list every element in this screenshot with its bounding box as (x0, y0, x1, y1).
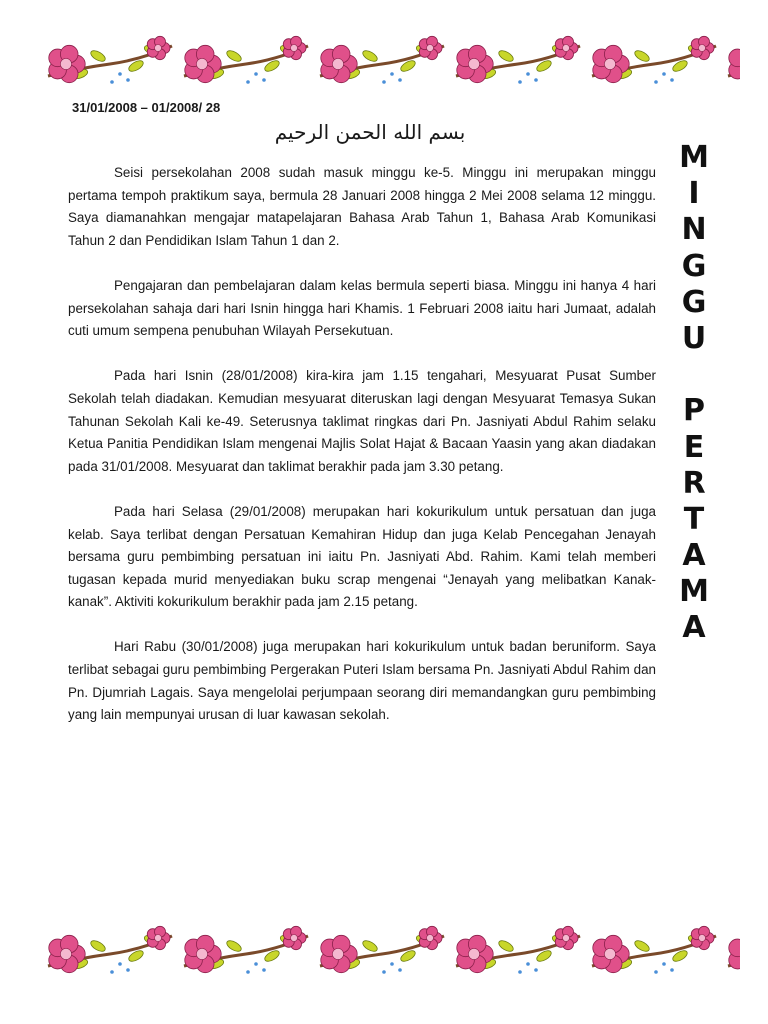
side-title-letter: R (682, 465, 706, 501)
side-title-letter: E (683, 429, 705, 465)
flower-branch-icon (592, 36, 716, 83)
side-title-letter: M (679, 140, 709, 175)
paragraph: Pada hari Isnin (28/01/2008) kira-kira jam 1.15 tengahari, Mesyuarat Pusat Sumber Sekolah telah diadakan. Kemudian mesyuarat diteruskan lagi dengan Mesyuarat Temasya Sukan Tahunan Sekolah Kali ke-49. Seterusnya taklimat ringkas dari Pn. Jasniyati Abdul Rahim selaku Ketua Panitia Pendidikan Islam mengenai Majlis Solat Hajat & Bacaan Yaasin yang akan diadakan pada 31/01/2008. Mesyuarat dan taklimat berakhir pada jam 3.30 petang. (68, 368, 656, 474)
flower-branch-icon (320, 36, 444, 83)
paragraph: Seisi persekolahan 2008 sudah masuk minggu ke-5. Minggu ini merupakan minggu pertama tempoh praktikum saya, bermula 28 Januari 2008 hingga 2 Mei 2008 selama 12 minggu. Saya diamanahkan mengajar matapelajaran Bahasa Arab Tahun 1, Bahasa Arab Komunikasi Tahun 2 dan Pendidikan Islam Tahun 1 dan 2. (68, 165, 656, 248)
bottom-flower-border (40, 924, 740, 980)
flower-branch-icon (728, 926, 740, 973)
side-title-letter: M (679, 574, 709, 610)
flower-branch-icon (320, 926, 444, 973)
paragraph: Pada hari Selasa (29/01/2008) merupakan hari kokurikulum untuk persatuan dan juga kelab. Saya terlibat dengan Persatuan Kemahiran Hidup dan juga Kelab Pencegahan Jenayah bersama guru pembimbing persatuan ini iaitu Pn. Jasniyati Abd. Rahim. Kami telah memberi tugasan kepada murid menyediakan buku scrap mengenai “Jenayah yang melibatkan Kanak-kanak”. Aktiviti kokurikulum berakhir pada jam 2.15 petang. (68, 503, 656, 610)
side-title-minggu-pertama (676, 140, 712, 647)
flower-branch-icon (592, 926, 716, 973)
flower-branch-icon (184, 926, 308, 973)
side-title-gap (676, 357, 712, 393)
paragraph: Hari Rabu (30/01/2008) juga merupakan hari kokurikulum untuk badan beruniform. Saya terlibat sebagai guru pembimbing Pergerakan Puteri Islam bersama Pn. Jasniyati Abdul Rahim dan Pn. Djumriah Lagais. Saya mengelolai perjumpaan seorang diri memandangkan guru pembimbing yang lain mempunyai urusan di luar kawasan sekolah. (68, 639, 656, 723)
top-flower-border (40, 34, 740, 90)
side-title-letter: A (682, 610, 706, 646)
side-title-letter: I (688, 176, 700, 212)
side-title-letter: T (683, 501, 705, 537)
side-title-letter: G (681, 248, 707, 284)
side-title-letter: G (681, 284, 707, 320)
side-title-letter: N (681, 212, 707, 248)
flower-branch-icon (184, 36, 308, 83)
flower-branch-icon (48, 926, 172, 973)
date-range: 31/01/2008 – 01/2008/ 28 (72, 100, 221, 115)
flower-branch-icon (456, 36, 580, 83)
bismillah-heading: بسم الله الحمن الرحيم (274, 120, 466, 144)
flower-branch-icon (728, 36, 740, 83)
flower-branch-icon (48, 36, 172, 83)
side-title-letter: U (681, 320, 707, 356)
paragraph: Pengajaran dan pembelajaran dalam kelas bermula seperti biasa. Minggu ini hanya 4 hari persekolahan sahaja dari hari Isnin hingga hari Khamis. 1 Februari 2008 iaitu hari Jumaat, adalah cuti umum sempena penubuhan Wilayah Persekutuan. (68, 277, 656, 339)
flower-branch-icon (456, 926, 580, 973)
side-title-letter: P (683, 393, 705, 429)
side-title-letter: A (682, 538, 706, 574)
journal-body (68, 162, 656, 749)
